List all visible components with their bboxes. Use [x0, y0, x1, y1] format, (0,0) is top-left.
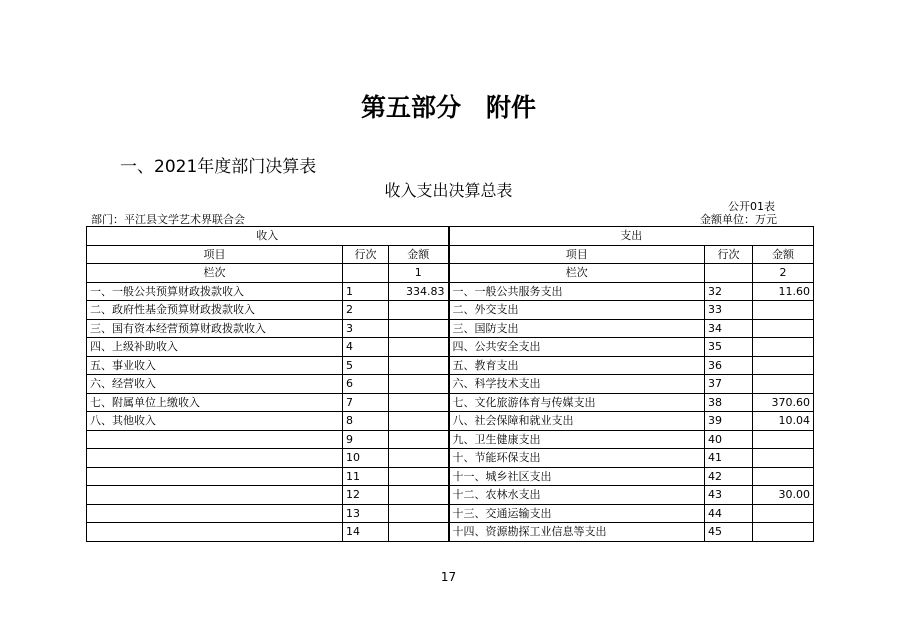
income-row-no: 4	[343, 338, 389, 357]
income-row-no: 12	[343, 486, 389, 505]
expense-item: 三、国防支出	[449, 319, 705, 338]
header-amount-left: 金额	[389, 245, 449, 264]
table-row	[87, 523, 814, 542]
expense-amount	[753, 375, 814, 394]
expense-row-no: 41	[705, 449, 753, 468]
income-amount	[389, 486, 449, 505]
income-expense-table	[86, 226, 814, 542]
income-amount: 334.83	[389, 282, 449, 301]
income-row-no: 11	[343, 467, 389, 486]
expense-amount	[753, 301, 814, 320]
expense-row-no: 33	[705, 301, 753, 320]
income-row-no: 8	[343, 412, 389, 431]
income-amount	[389, 393, 449, 412]
income-item: 六、经营收入	[87, 375, 343, 394]
expense-item: 二、外交支出	[449, 301, 705, 320]
expense-amount	[753, 338, 814, 357]
col-no-left: 1	[389, 264, 449, 283]
column-header-row	[87, 245, 814, 264]
income-amount	[389, 467, 449, 486]
table-row	[87, 338, 814, 357]
income-amount	[389, 356, 449, 375]
expense-item: 一、一般公共服务支出	[449, 282, 705, 301]
expense-row-no: 35	[705, 338, 753, 357]
group-header-row	[87, 227, 814, 246]
income-item: 三、国有资本经营预算财政拨款收入	[87, 319, 343, 338]
expense-amount	[753, 319, 814, 338]
header-row-no-right: 行次	[705, 245, 753, 264]
expense-item: 十二、农林水支出	[449, 486, 705, 505]
income-row-no: 13	[343, 504, 389, 523]
expense-row-no: 36	[705, 356, 753, 375]
income-amount	[389, 338, 449, 357]
page-number: 17	[440, 570, 457, 584]
expense-row-no: 40	[705, 430, 753, 449]
table-row	[87, 430, 814, 449]
income-item: 一、一般公共预算财政拨款收入	[87, 282, 343, 301]
table-row	[87, 282, 814, 301]
income-item	[87, 430, 343, 449]
expense-item: 六、科学技术支出	[449, 375, 705, 394]
expense-row-no: 45	[705, 523, 753, 542]
header-row-no-left: 行次	[343, 245, 389, 264]
income-amount	[389, 523, 449, 542]
table-row	[87, 486, 814, 505]
income-row-no: 7	[343, 393, 389, 412]
income-item	[87, 449, 343, 468]
table-row	[87, 467, 814, 486]
col-no-right: 2	[753, 264, 814, 283]
header-item-right: 项目	[449, 245, 705, 264]
expense-item: 十三、交通运输支出	[449, 504, 705, 523]
part-title: 第五部分 附件	[360, 93, 536, 122]
expense-item: 九、卫生健康支出	[449, 430, 705, 449]
income-item	[87, 523, 343, 542]
expense-item: 十一、城乡社区支出	[449, 467, 705, 486]
table-row	[87, 375, 814, 394]
col-label-right: 栏次	[449, 264, 705, 283]
income-row-no: 2	[343, 301, 389, 320]
empty-cell	[705, 264, 753, 283]
expense-row-no: 34	[705, 319, 753, 338]
expense-row-no: 44	[705, 504, 753, 523]
expense-amount	[753, 504, 814, 523]
income-item	[87, 486, 343, 505]
expense-amount: 370.60	[753, 393, 814, 412]
expense-item: 四、公共安全支出	[449, 338, 705, 357]
expense-amount: 10.04	[753, 412, 814, 431]
table-row	[87, 412, 814, 431]
expense-row-no: 38	[705, 393, 753, 412]
expense-item: 十、节能环保支出	[449, 449, 705, 468]
group-income: 收入	[87, 227, 449, 246]
col-label-left: 栏次	[87, 264, 343, 283]
income-amount	[389, 375, 449, 394]
expense-amount	[753, 523, 814, 542]
group-expense: 支出	[449, 227, 814, 246]
unit-label: 金额单位：万元	[700, 213, 777, 226]
column-number-row	[87, 264, 814, 283]
income-amount	[389, 319, 449, 338]
table-row	[87, 301, 814, 320]
expense-row-no: 37	[705, 375, 753, 394]
table-row	[87, 504, 814, 523]
income-row-no: 14	[343, 523, 389, 542]
table-row	[87, 393, 814, 412]
department-label: 部门：平江县文学艺术界联合会	[91, 213, 245, 226]
expense-row-no: 32	[705, 282, 753, 301]
income-row-no: 3	[343, 319, 389, 338]
income-item: 五、事业收入	[87, 356, 343, 375]
income-item	[87, 504, 343, 523]
income-amount	[389, 301, 449, 320]
expense-item: 十四、资源勘探工业信息等支出	[449, 523, 705, 542]
expense-amount	[753, 449, 814, 468]
income-row-no: 1	[343, 282, 389, 301]
header-amount-right: 金额	[753, 245, 814, 264]
expense-item: 七、文化旅游体育与传媒支出	[449, 393, 705, 412]
income-amount	[389, 449, 449, 468]
form-number: 公开01表	[728, 200, 775, 213]
expense-amount	[753, 430, 814, 449]
income-row-no: 10	[343, 449, 389, 468]
income-row-no: 5	[343, 356, 389, 375]
expense-row-no: 43	[705, 486, 753, 505]
income-row-no: 9	[343, 430, 389, 449]
section-title: 一、2021年度部门决算表	[120, 157, 317, 177]
table-row	[87, 319, 814, 338]
expense-item: 五、教育支出	[449, 356, 705, 375]
expense-amount: 30.00	[753, 486, 814, 505]
expense-row-no: 39	[705, 412, 753, 431]
table-row	[87, 356, 814, 375]
income-amount	[389, 412, 449, 431]
expense-amount	[753, 467, 814, 486]
income-item: 七、附属单位上缴收入	[87, 393, 343, 412]
expense-row-no: 42	[705, 467, 753, 486]
expense-amount: 11.60	[753, 282, 814, 301]
income-amount	[389, 430, 449, 449]
expense-amount	[753, 356, 814, 375]
income-row-no: 6	[343, 375, 389, 394]
empty-cell	[343, 264, 389, 283]
expense-item: 八、社会保障和就业支出	[449, 412, 705, 431]
table-row	[87, 449, 814, 468]
income-item: 八、其他收入	[87, 412, 343, 431]
income-item: 二、政府性基金预算财政拨款收入	[87, 301, 343, 320]
income-item	[87, 467, 343, 486]
header-item-left: 项目	[87, 245, 343, 264]
table-title: 收入支出决算总表	[384, 181, 513, 200]
income-amount	[389, 504, 449, 523]
income-item: 四、上级补助收入	[87, 338, 343, 357]
